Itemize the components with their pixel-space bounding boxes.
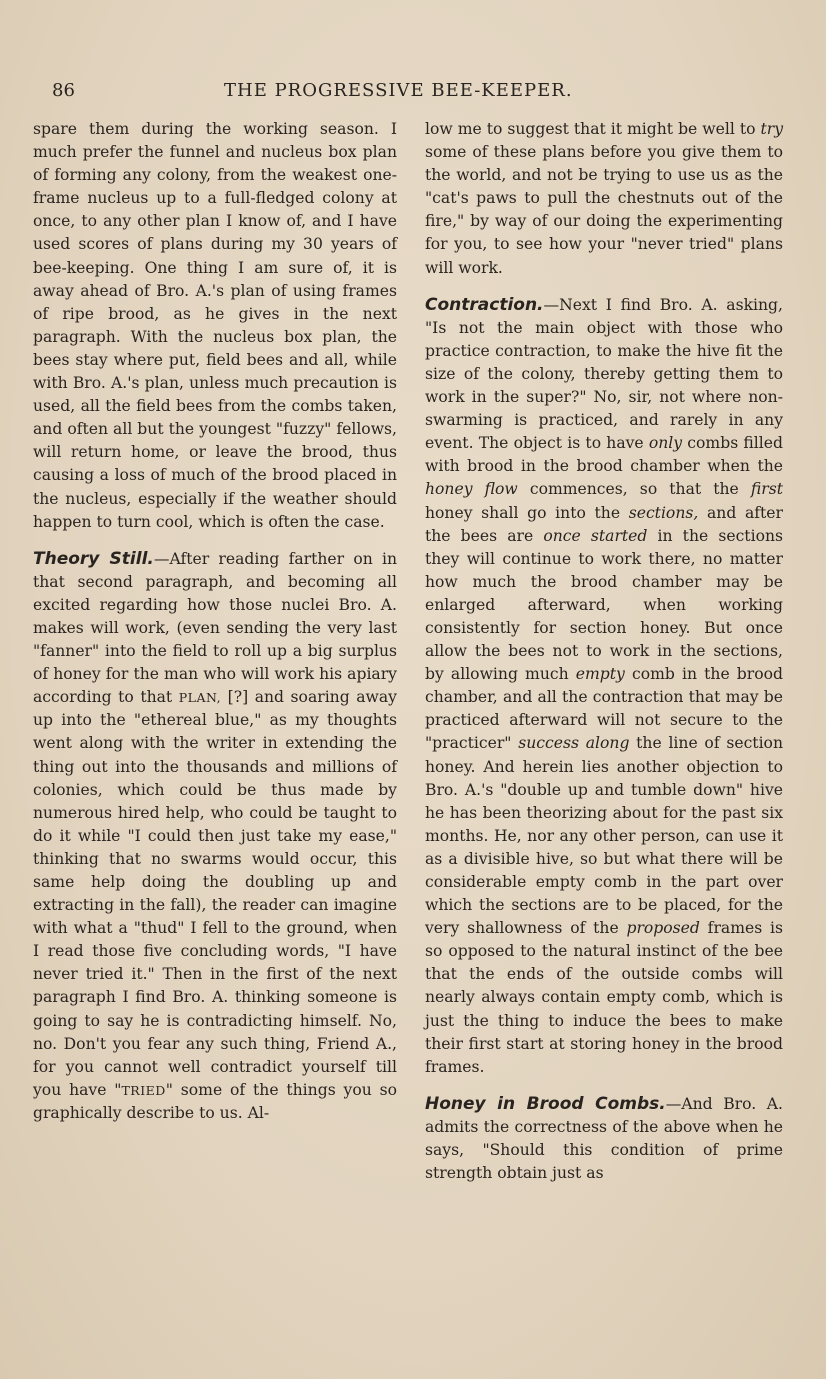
paragraph-text: and after the bees are	[425, 503, 783, 545]
paragraph-text: combs filled with brood in the brood chamber when the	[425, 434, 783, 476]
italic-success-along: success along	[518, 734, 630, 753]
right-column	[425, 118, 783, 1185]
italic-proposed: proposed	[626, 919, 700, 938]
running-title: THE PROGRESSIVE BEE-KEEPER.	[224, 80, 573, 101]
paragraph-continuation	[33, 118, 397, 534]
paragraph-text: the line of section honey. And herein lies another objection to Bro. A.'s "double up and tumble down" hive he has been theorizing about for the past six months. He, nor any other person, can use it as a divisible hive, so but what there will be considerable empty comb in the part over which the sections are to be placed, for the very shallowness of the	[425, 734, 783, 938]
italic-once-started: once started	[543, 526, 648, 545]
paragraph-text: honey shall go into the	[425, 503, 629, 522]
italic-empty: empty	[575, 665, 625, 684]
paragraph-theory-still	[33, 548, 397, 1125]
small-caps-tried: TRIED	[121, 1082, 166, 1098]
section-heading-contraction: Contraction.	[425, 294, 544, 315]
paragraph-text: some of these plans before you give them to the world, and not be trying to use us as the "cat's paws to pull the chestnuts out of the fire," by way of our doing the experimenting for you, to see how your "never tried" plans will work.	[425, 143, 783, 277]
page-number: 86	[52, 80, 75, 101]
paragraph-text: low me to suggest that it might be well to	[425, 120, 761, 138]
page-header	[50, 80, 790, 106]
paragraph-text: frames is so opposed to the natural instinct of the bee that the ends of the outside combs will nearly always contain empty comb, which is just the thing to induce the bees to make their first start at storing honey in the brood frames.	[425, 919, 783, 1076]
paragraph-text: —After reading farther on in that second paragraph, and becoming all excited regarding how those nuclei Bro. A. makes will work, (even sending the very last "fanner" into the field to roll up a big surplus of honey for the man who will work his apiary according to that	[33, 549, 397, 707]
section-heading-theory-still: Theory Still.	[33, 548, 154, 569]
italic-sections: sections,	[628, 503, 699, 522]
paragraph-honey-in-brood-combs	[425, 1093, 783, 1185]
italic-first: first	[750, 480, 783, 499]
italic-honey-flow: honey flow	[425, 480, 518, 499]
small-caps-plan: PLAN,	[178, 690, 222, 706]
paragraph-text: spare them during the working season. I much prefer the funnel and nucleus box plan of forming any colony, from the weakest one-frame nucleus up to a full-fledged colony at once, to any other plan I know of, and I have used scores of plans during my 30 years of bee-keeping. One thing I am sure of, it is away ahead of Bro. A.'s plan of using frames of ripe brood, as he gives in the next paragraph. With the nucleus box plan, the bees stay where put, field bees and all, while with Bro. A.'s plan, unless much precaution is used, all the field bees from the combs taken, and often all but the youngest "fuzzy" fellows, will return home, or leave the brood, thus causing a loss of much of the brood placed in the nucleus, especially if the weather should happen to turn cool, which is often the case.	[33, 120, 397, 531]
italic-try: try	[760, 120, 783, 138]
paragraph-text: in the sections they will continue to work there, no matter how much the brood chamber may be enlarged afterward, when working consistently for section honey. But once allow the bees not to work in the sections, by allowing much	[425, 526, 783, 684]
paragraph-text: comb in the brood chamber, and all the contraction that may be practiced afterward will not secure to the "practicer"	[425, 665, 783, 753]
section-heading-honey-in-brood-combs: Honey in Brood Combs.	[425, 1093, 666, 1114]
paragraph-text: commences, so that the	[517, 480, 751, 499]
paragraph-text: —And Bro. A. admits the correctness of the above when he says, "Should this condition of prime strength obtain just as	[425, 1094, 783, 1183]
left-column	[33, 118, 397, 1125]
paragraph-text: —Next I find Bro. A. asking, "Is not the main object with those who practice contraction, to make the hive fit the size of the colony, thereby getting them to work in the super?" No, sir, not where non-swarming is practiced, and rarely in any event. The object is to have	[425, 295, 783, 453]
paragraph-text: " some of the things you so graphically describe to us. Al-	[33, 1080, 397, 1122]
paragraph-continuation	[425, 118, 783, 280]
paragraph-text: [?] and soaring away up into the "ethereal blue," as my thoughts went along with the writer in extending the thing out into the thousands and millions of colonies, which could be thus made by numerous hired help, who could be taught to do it while "I could then just take my ease," thinking that no swarms would occur, this same help doing the doubling up and extracting in the fall), the reader can imagine with what a "thud" I fell to the ground, when I read those five concluding words, "I have never tried it." Then in the first of the next paragraph I find Bro. A. thinking someone is going to say he is contradicting himself. No, no. Don't you fear any such thing, Friend A., for you cannot well contradict yourself till you have "	[33, 688, 397, 1099]
paragraph-contraction	[425, 294, 783, 1079]
italic-only: only	[648, 434, 683, 453]
